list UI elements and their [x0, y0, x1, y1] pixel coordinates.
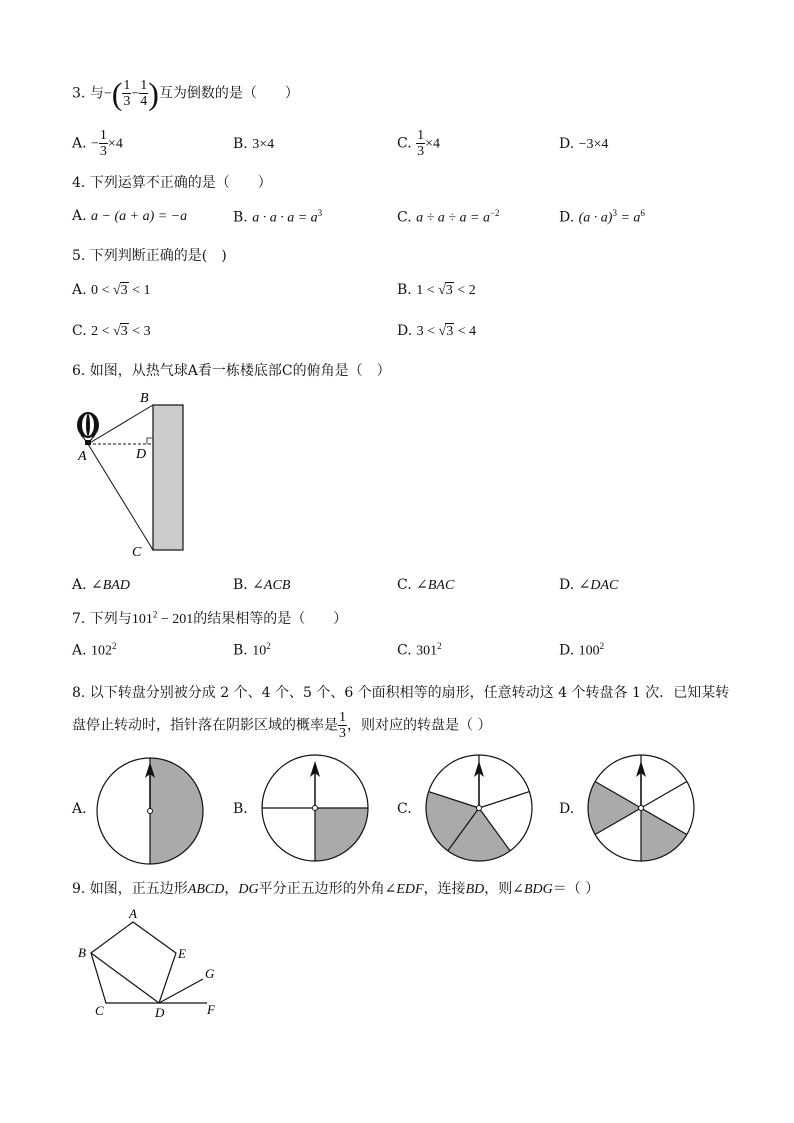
- q8-label-a[interactable]: A.: [72, 801, 87, 817]
- label-c: C: [132, 545, 142, 560]
- q6-option-d[interactable]: D. ∠DAC: [559, 577, 619, 593]
- question-8-line-1: 8. 以下转盘分别被分成 2 个、4 个、5 个、6 个面积相等的扇形，任意转动这 4 个转盘各 1 次．已知某转: [72, 685, 730, 701]
- spinner-d-shaded-sector-1: [588, 782, 641, 835]
- q8-label-c[interactable]: C.: [397, 801, 412, 817]
- question-3: [72, 75, 299, 112]
- question-5: 5. 下列判断正确的是( ): [72, 248, 227, 264]
- spinner-b: [260, 753, 370, 863]
- label-g: G: [205, 966, 215, 981]
- question-8-line-2: 盘停止转动时，指针落在阴影区域的概率是 $\frac{1}{3}$ ，则对应的转盘是（ ）: [72, 710, 492, 741]
- spinner-a-shaded-sector: [150, 758, 203, 864]
- q7-option-d[interactable]: D. $100^2$: [559, 641, 605, 659]
- q3-left-paren: (: [111, 75, 123, 112]
- q5-option-a[interactable]: A. 0 < √3 < 1: [72, 282, 151, 298]
- spinner-d: [586, 753, 696, 863]
- q3-option-d[interactable]: D. −3×4: [559, 136, 609, 152]
- q6-option-c[interactable]: C. ∠BAC: [397, 577, 455, 593]
- question-6: 6. 如图，从热气球A看一栋楼底部C的俯角是（ ）: [72, 363, 391, 379]
- label-a: A: [129, 906, 137, 921]
- label-d: D: [155, 1005, 165, 1020]
- segment-bd: [91, 953, 159, 1003]
- spinner-b-pointer-icon: [310, 761, 320, 811]
- q3-number: 3.: [72, 85, 86, 102]
- q3-option-b[interactable]: B. 3×4: [233, 136, 275, 152]
- spinner-c-pointer-icon: [474, 761, 484, 811]
- q4-option-d[interactable]: D. $(a \cdot a)^3 = a^6$: [559, 208, 645, 226]
- question-9: 9. 如图，正五边形ABCD，DG平分正五边形的外角∠EDF，连接BD，则∠BDG＝（ ）: [72, 881, 600, 897]
- q3-option-c-fraction: $\frac{1}{3}$: [417, 128, 425, 159]
- label-c: C: [95, 1003, 104, 1018]
- right-angle-mark: [147, 438, 153, 444]
- q5-option-c[interactable]: C. 2 < √3 < 3: [72, 323, 151, 339]
- q5-option-d[interactable]: D. 3 < √3 < 4: [397, 323, 477, 339]
- q3-fraction-1: $\frac{1}{3}$: [123, 78, 131, 109]
- q3-prefix: 与: [89, 85, 104, 102]
- building-rect: [153, 405, 183, 550]
- q3-right-paren: ): [148, 75, 159, 112]
- q5-option-b[interactable]: B. 1 < √3 < 2: [397, 282, 476, 298]
- q6-option-b[interactable]: B. ∠ACB: [233, 577, 291, 593]
- q3-suffix: 互为倒数的是（ ）: [158, 85, 299, 102]
- q8-label-b[interactable]: B.: [233, 801, 248, 817]
- q8-fraction: $\frac{1}{3}$: [339, 710, 346, 741]
- q8-label-d[interactable]: D.: [559, 801, 575, 817]
- hot-air-balloon-icon: [77, 412, 99, 445]
- spinner-d-shaded-sector-2: [641, 808, 687, 861]
- q7-option-b[interactable]: B. $10^2$: [233, 641, 271, 659]
- q6-option-a[interactable]: A. ∠BAD: [72, 577, 130, 593]
- label-b: B: [78, 945, 86, 960]
- q6-balloon-building-figure: [70, 388, 190, 563]
- spinner-c: [424, 753, 534, 863]
- q3-option-a-fraction: $\frac{1}{3}$: [99, 128, 107, 159]
- label-f: F: [207, 1002, 215, 1017]
- q7-option-a[interactable]: A. $102^2$: [72, 641, 117, 659]
- q3-option-a[interactable]: A. − $\frac{1}{3}$ ×4: [72, 128, 123, 159]
- q7-option-c[interactable]: C. $301^2$: [397, 641, 442, 659]
- q4-option-a[interactable]: A. a − (a + a) = −a: [72, 208, 188, 224]
- q4-option-b[interactable]: B. $a \cdot a \cdot a = a^3$: [233, 208, 323, 226]
- q4-option-c[interactable]: C. $a \div a \div a = a^{-2}$: [397, 208, 500, 226]
- q3-minus: −: [103, 86, 112, 102]
- label-a: A: [78, 449, 87, 464]
- q3-option-c[interactable]: C. $\frac{1}{3}$ ×4: [397, 128, 441, 159]
- question-4: 4. 下列运算不正确的是（ ）: [72, 175, 272, 191]
- label-e: E: [178, 946, 186, 961]
- question-7: 7. 下列与$101^2 - 201$的结果相等的是（ ）: [72, 609, 348, 627]
- q9-pentagon-figure: [75, 905, 235, 1020]
- label-d: D: [136, 447, 147, 462]
- spinner-b-shaded-sector: [315, 808, 368, 861]
- q3-operator: −: [131, 86, 140, 102]
- spinner-a: [95, 756, 205, 866]
- label-b: B: [140, 391, 149, 406]
- q3-fraction-2: $\frac{1}{4}$: [140, 78, 148, 109]
- spinner-d-pointer-icon: [636, 761, 646, 811]
